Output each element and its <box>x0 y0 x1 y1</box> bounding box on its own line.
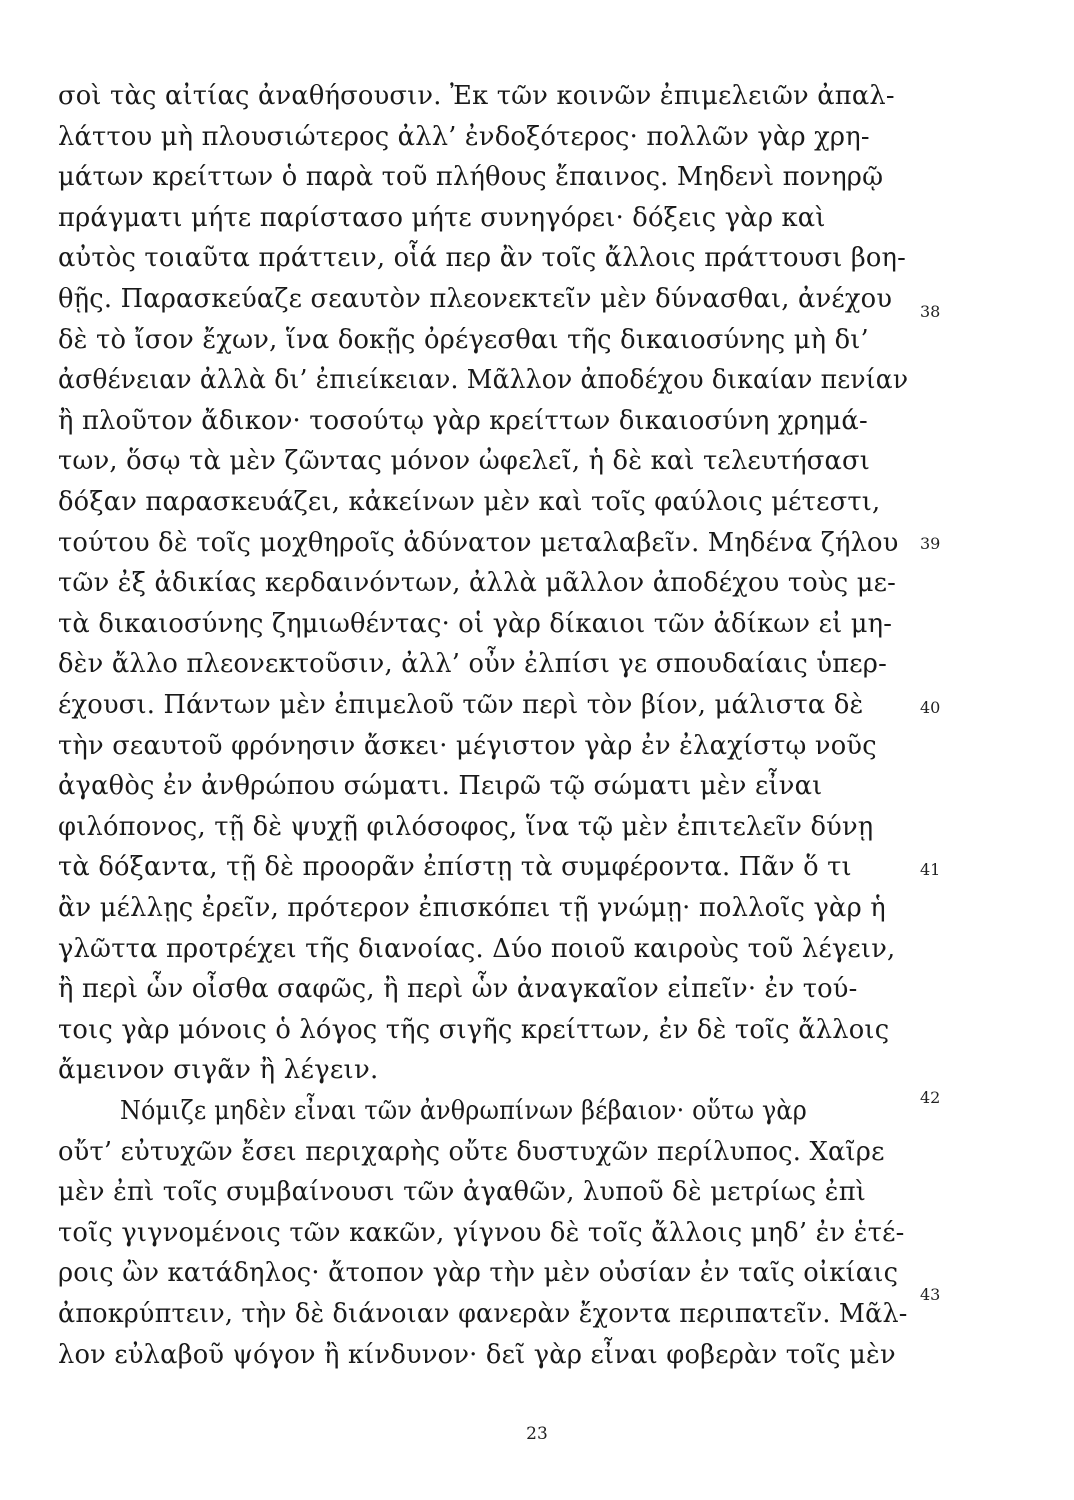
text-line: φιλόπονος, τῇ δὲ ψυχῇ φιλόσοφος, ἵνα τῷ μὲν ἐπιτελεῖν δύνῃ <box>58 811 874 842</box>
text-line: τῶν ἐξ ἀδικίας κερδαινόντων, ἀλλὰ μᾶλλον ἀποδέχου τοὺς με- <box>58 568 896 599</box>
text-line: οὔτ’ εὐτυχῶν ἔσει περιχαρὴς οὔτε δυστυχῶν περίλυπος. Χαῖρε <box>58 1136 885 1167</box>
text-line: λον εὐλαβοῦ ψόγον ἢ κίνδυνον· δεῖ γὰρ εἶναι φοβερὰν τοῖς μὲν <box>58 1339 896 1370</box>
text-line: ἀσθένειαν ἀλλὰ δι’ ἐπιείκειαν. Μᾶλλον ἀποδέχου δικαίαν πενίαν <box>58 365 909 396</box>
section-number-42: 42 <box>920 1088 941 1107</box>
page-number: 23 <box>526 1424 548 1444</box>
text-line: αὐτὸς τοιαῦτα πράττειν, οἷά περ ἂν τοῖς ἄλλοις πράττουσι βοη- <box>58 243 907 274</box>
text-line: ἂν μέλλῃς ἐρεῖν, πρότερον ἐπισκόπει τῇ γνώμῃ· πολλοῖς γὰρ ἡ <box>58 893 886 923</box>
text-line: δόξαν παρασκευάζει, κἀκείνων μὲν καὶ τοῖς φαύλοις μέτεστι, <box>58 487 881 517</box>
section-number-40: 40 <box>920 698 941 717</box>
text-line: τὰ δικαιοσύνης ζημιωθέντας· οἱ γὰρ δίκαιοι τῶν ἀδίκων εἰ μη- <box>58 608 893 639</box>
section-number-41: 41 <box>920 860 941 879</box>
text-line: σοὶ τὰς αἰτίας ἀναθήσουσιν. Ἐκ τῶν κοινῶν ἐπιμελειῶν ἀπαλ- <box>58 81 895 111</box>
text-line: ἢ περὶ ὧν οἶσθα σαφῶς, ἢ περὶ ὧν ἀναγκαῖον εἰπεῖν· ἐν τού- <box>58 974 858 1005</box>
text-line: λάττου μὴ πλουσιώτερος ἀλλ’ ἐνδοξότερος· πολλῶν γὰρ χρη- <box>58 121 870 152</box>
text-line: τὴν σεαυτοῦ φρόνησιν ἄσκει· μέγιστον γὰρ ἐν ἐλαχίστῳ νοῦς <box>58 730 877 761</box>
section-number-43: 43 <box>920 1285 941 1304</box>
text-line: πράγματι μήτε παρίστασο μήτε συνηγόρει· δόξεις γὰρ καὶ <box>58 202 826 233</box>
text-line: Νόμιζε μηδὲν εἶναι τῶν ἀνθρωπίνων βέβαιον· οὕτω γὰρ <box>120 1096 807 1126</box>
text-line: των, ὅσῳ τὰ μὲν ζῶντας μόνον ὠφελεῖ, ἡ δὲ καὶ τελευτήσασι <box>58 446 871 477</box>
section-number-38: 38 <box>920 302 941 321</box>
text-line: δὲν ἄλλο πλεονεκτοῦσιν, ἀλλ’ οὖν ἐλπίσι γε σπουδαίαις ὑπερ- <box>58 649 888 680</box>
text-line: τοις γὰρ μόνοις ὁ λόγος τῆς σιγῆς κρείττων, ἐν δὲ τοῖς ἄλλοις <box>58 1014 890 1045</box>
text-line: έχουσι. Πάντων μὲν ἐπιμελοῦ τῶν περὶ τὸν βίον, μάλιστα δὲ <box>58 690 864 720</box>
text-line: τούτου δὲ τοῖς μοχθηροῖς ἀδύνατον μεταλαβεῖν. Μηδένα ζήλου <box>58 527 899 558</box>
text-line: μὲν ἐπὶ τοῖς συμβαίνουσι τῶν ἀγαθῶν, λυποῦ δὲ μετρίως ἐπὶ <box>58 1177 867 1208</box>
text-line: γλῶττα προτρέχει τῆς διανοίας. Δύο ποιοῦ καιροὺς τοῦ λέγειν, <box>58 933 896 964</box>
text-line: τοῖς γιγνομένοις τῶν κακῶν, γίγνου δὲ τοῖς ἄλλοις μηδ’ ἐν ἑτέ- <box>58 1217 905 1248</box>
text-line: ἄμεινον σιγᾶν ἢ λέγειν. <box>58 1055 379 1086</box>
text-line: ἀγαθὸς ἐν ἀνθρώπου σώματι. Πειρῶ τῷ σώματι μὲν εἶναι <box>58 771 823 802</box>
text-line: τὰ δόξαντα, τῇ δὲ προορᾶν ἐπίστῃ τὰ συμφέροντα. Πᾶν ὅ τι <box>58 852 852 883</box>
text-line: μάτων κρείττων ὁ παρὰ τοῦ πλήθους ἔπαινος. Μηδενὶ πονηρῷ <box>58 162 884 193</box>
text-line: δὲ τὸ ἴσον ἔχων, ἵνα δοκῇς ὀρέγεσθαι τῆς δικαιοσύνης μὴ δι’ <box>58 324 869 355</box>
text-line: ἢ πλοῦτον ἄδικον· τοσούτῳ γὰρ κρείττων δικαιοσύνη χρημά- <box>58 405 868 436</box>
text-line: ροις ὢν κατάδηλος· ἄτοπον γὰρ τὴν μὲν οὐσίαν ἐν ταῖς οἰκίαις <box>58 1258 899 1289</box>
text-line: θῇς. Παρασκεύαζε σεαυτὸν πλεονεκτεῖν μὲν δύνασθαι, ἀνέχου <box>58 284 893 314</box>
section-number-39: 39 <box>920 534 941 553</box>
text-line: ἀποκρύπτειν, τὴν δὲ διάνοιαν φανερὰν ἔχοντα περιπατεῖν. Μᾶλ- <box>58 1299 908 1329</box>
